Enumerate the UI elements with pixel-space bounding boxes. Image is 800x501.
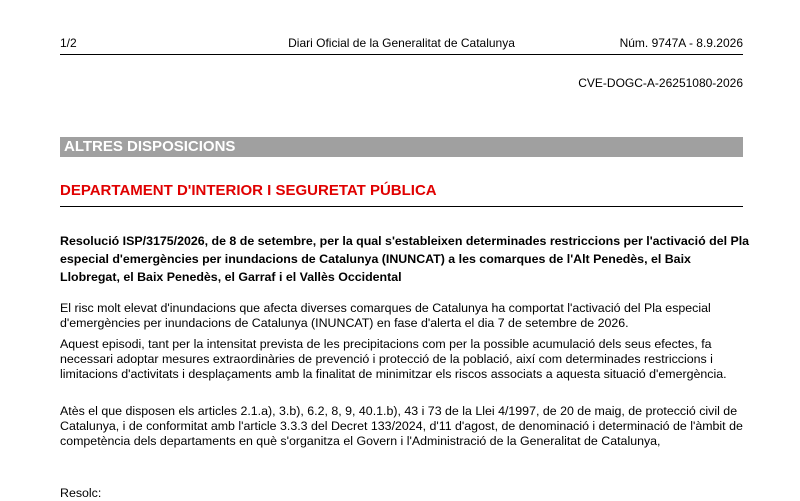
page-header — [60, 36, 743, 52]
header-divider — [60, 54, 743, 55]
cve-code: CVE-DOGC-A-26251080-2026 — [578, 76, 743, 90]
body-paragraph-3: Atès el que disposen els articles 2.1.a), 3.b), 6.2, 8, 9, 40.1.b), 43 i 73 de la Llei 4/1997, de 20 de maig, de protecció civil de Catalunya, i de conformitat amb l'article 3.3.3 del Decret 133/2024, d'11 d'agost, de denominació i determinació de l'àmbit de competència dels departaments en què s'organitza el Govern i l'Administració de la Generalitat de Catalunya, — [60, 404, 743, 448]
issue-number: Núm. 9747A - 8.9.2026 — [619, 36, 743, 50]
body-paragraph-2: Aquest episodi, tant per la intensitat prevista de les precipitacions com per la possible acumulació dels seus efectes, fa necessari adoptar mesures extraordinàries de prevenció i protecció de la població, així com determinades restriccions i limitacions d'activitats i desplaçaments amb la finalitat de minimitzar els riscos associats a aquesta situació d'emergència. — [60, 337, 727, 381]
resolution-title: Resolució ISP/3175/2026, de 8 de setembre, per la qual s'estableixen determinades restriccions per l'activació del Pla especial d'emergències per inundacions de Catalunya (INUNCAT) a les comarques de l'Alt Penedès, el Baix Llobregat, el Baix Penedès, el Garraf i el Vallès Occidental — [60, 234, 750, 284]
body-paragraph-4: Resolc: — [60, 486, 102, 500]
section-heading: ALTRES DISPOSICIONS — [60, 137, 743, 157]
department-heading: DEPARTAMENT D'INTERIOR I SEGURETAT PÚBLICA — [60, 182, 437, 199]
body-paragraph-1: El risc molt elevat d'inundacions que afecta diverses comarques de Catalunya ha comportat l'activació del Pla especial d'emergències per inundacions de Catalunya (INUNCAT) en fase d'alerta el dia 7 de setembre de 2026. — [60, 301, 711, 330]
journal-name: Diari Oficial de la Generalitat de Catalunya — [288, 36, 515, 50]
page-number: 1/2 — [60, 36, 77, 50]
department-divider — [60, 206, 743, 207]
